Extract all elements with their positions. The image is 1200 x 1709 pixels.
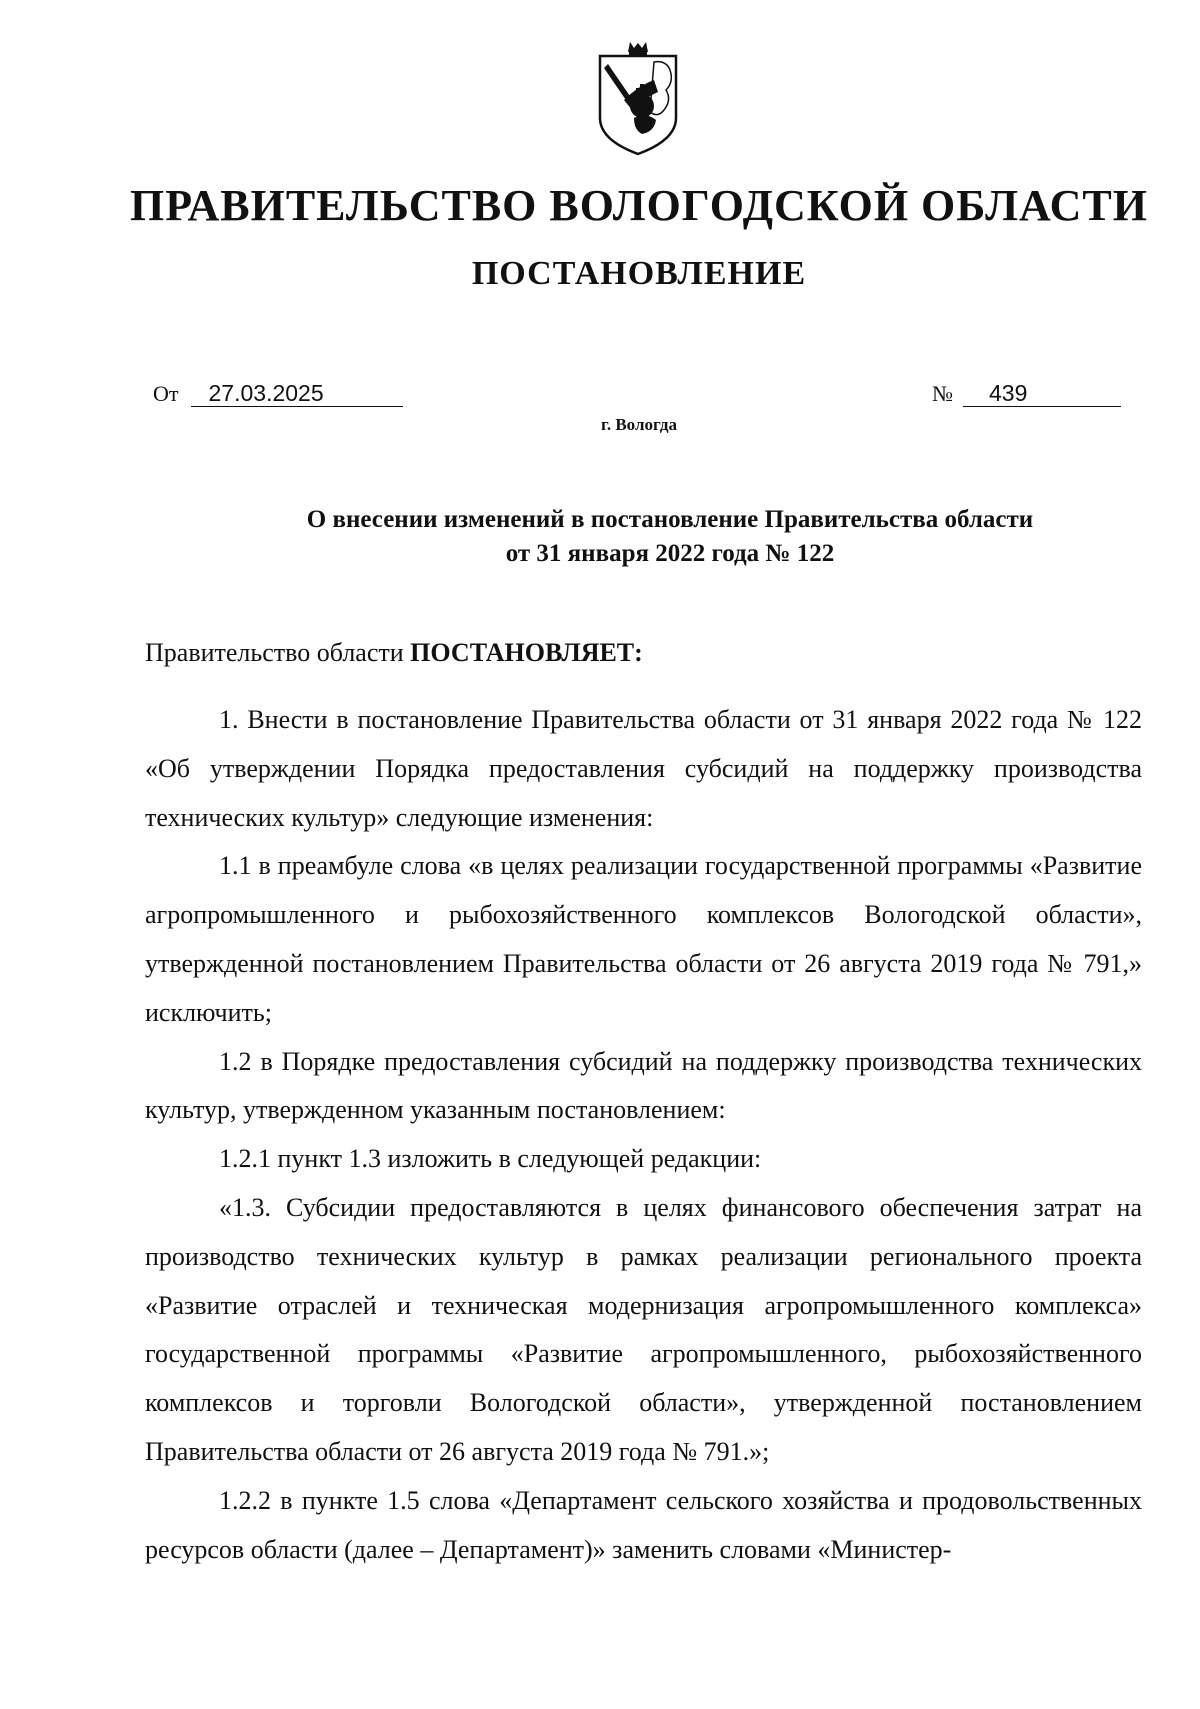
- number-row: [932, 380, 1121, 408]
- document-number: 439: [963, 380, 1121, 407]
- paragraph-1: 1. Внести в постановление Правительства области от 31 января 2022 года № 122 «Об утверждении Порядка предоставления субсидий на поддержку производства технических культур» следующие изменения:: [145, 705, 1142, 832]
- intro-text: Правительство области: [145, 638, 411, 667]
- paragraph-1-1: 1.1 в преамбуле слова «в целях реализации государственной программы «Развитие агропромышленного и рыбохозяйственного комплексов Вологодской области», утвержденной постановлением Правительства области от 26 августа 2019 года № 791,» исключить;: [145, 851, 1142, 1027]
- document-body: [145, 696, 1142, 1574]
- intro-line: [145, 636, 643, 670]
- date-prefix: От: [153, 381, 179, 406]
- paragraph-1-3-quote: «1.3. Субсидии предоставляются в целях финансового обеспечения затрат на производство технических культур в рамках реализации регионального проекта «Развитие отраслей и техническая модернизация агропромышленного комплекса» государственной программы «Развитие агропромышленного, рыбохозяйственного комплексов и торговли Вологодской области», утвержденной постановлением Правительства области от 26 августа 2019 года № 791.»;: [145, 1192, 1142, 1466]
- date-row: [153, 380, 403, 408]
- paragraph-1-2: 1.2 в Порядке предоставления субсидий на поддержку производства технических культур, утвержденном указанным постановлением:: [145, 1046, 1142, 1125]
- coat-of-arms-icon: [594, 40, 682, 158]
- document-subject: [240, 503, 1100, 571]
- paragraph-1-2-1: 1.2.1 пункт 1.3 изложить в следующей редакции:: [219, 1144, 762, 1174]
- document-type: ПОСТАНОВЛЕНИЕ: [471, 255, 807, 292]
- number-prefix: №: [932, 381, 953, 406]
- organization-title: ПРАВИТЕЛЬСТВО ВОЛОГОДСКОЙ ОБЛАСТИ: [130, 181, 1148, 230]
- intro-bold: ПОСТАНОВЛЯЕТ:: [410, 638, 643, 667]
- document-date: 27.03.2025: [191, 380, 403, 407]
- subject-line-2: от 31 января 2022 года № 122: [505, 540, 835, 567]
- paragraph-1-2-2: 1.2.2 в пункте 1.5 слова «Департамент сельского хозяйства и продовольственных ресурсов области (далее – Департамент)» заменить словами «Министер-: [145, 1485, 1142, 1564]
- subject-line-1: О внесении изменений в постановление Правительства области: [306, 506, 1034, 533]
- city-label: г. Вологда: [601, 415, 677, 434]
